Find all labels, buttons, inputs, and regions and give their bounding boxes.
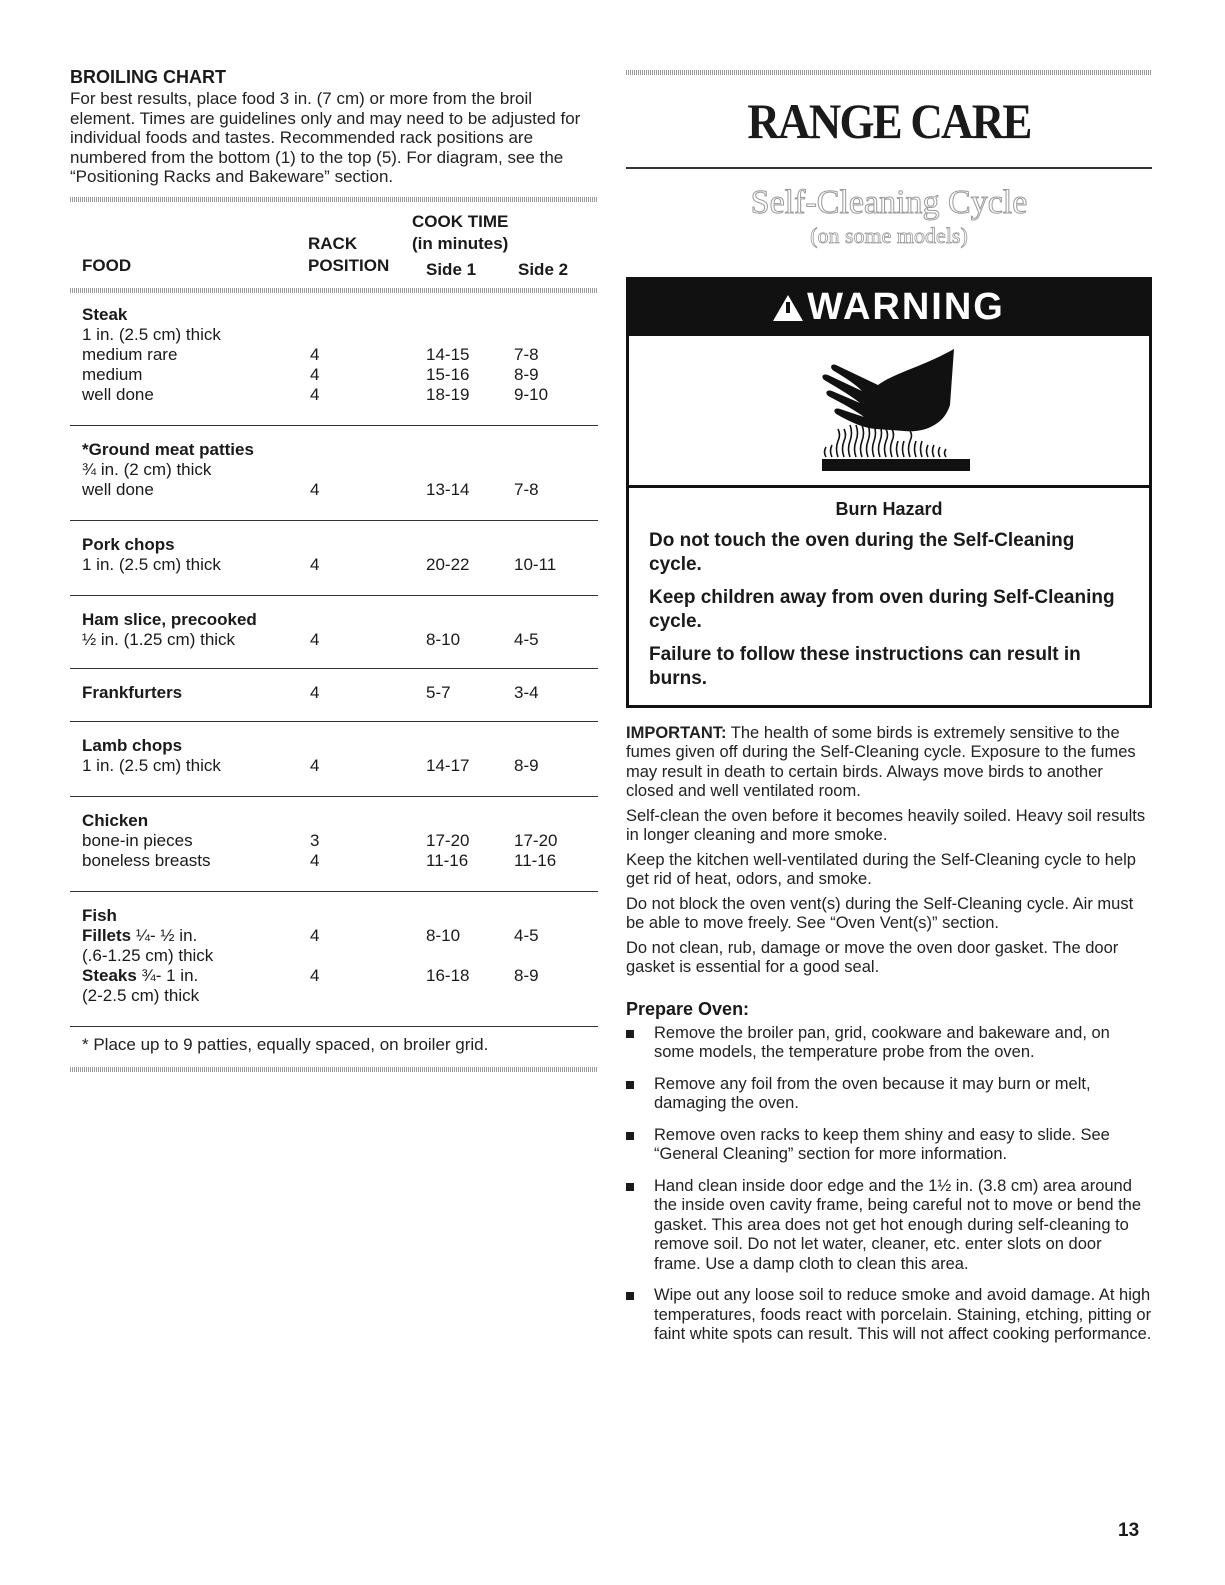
food-cell: 1 in. (2.5 cm) thick [82, 755, 221, 775]
food-cell [82, 966, 198, 986]
side-2-cell: 10-11 [514, 554, 557, 574]
warning-line: Keep children away from oven during Self-Cleaning cycle. [649, 586, 1115, 632]
food-cell [82, 926, 197, 946]
rack-position-cell: 3 [310, 830, 320, 850]
table-row-group [70, 293, 598, 426]
rack-position-cell: 4 [310, 850, 320, 870]
list-item-text: Remove any foil from the oven because it may burn or melt, damaging the oven. [654, 1074, 1091, 1112]
bullet-square-icon [626, 1183, 634, 1191]
table-row-group [70, 722, 598, 797]
food-cell-rest: ¾- 1 in. [136, 965, 199, 985]
section-rule [626, 167, 1152, 169]
side-1-cell: 15-16 [426, 364, 470, 384]
self-cleaning-title: Self-Cleaning Cycle [750, 183, 1028, 221]
food-cell-lead: Fillets [82, 925, 132, 945]
list-item [626, 1024, 1152, 1063]
range-care-section [626, 70, 1152, 1345]
broiling-chart-intro: For best results, place food 3 in. (7 cm) or more from the broil element. Times are guidelines only and may need to be adjusted for individual foods and tastes. Recommended rack positions are numbered from the bottom (1) to the top (5). For diagram, see the “Positioning Racks and Bakeware” section. [70, 89, 581, 186]
food-cell: ½ in. (1.25 cm) thick [82, 629, 236, 649]
list-item [626, 1286, 1152, 1345]
important-label: IMPORTANT: [626, 723, 727, 742]
table-row [70, 926, 598, 946]
rack-position-cell: 4 [310, 925, 320, 945]
side-2-cell: 7-8 [514, 344, 539, 364]
food-cell: (2-2.5 cm) thick [82, 985, 200, 1005]
table-row [70, 480, 598, 500]
bullet-square-icon [626, 1030, 634, 1038]
list-item-text: Hand clean inside door edge and the 1½ in. (3.8 cm) area around the inside oven cavity frame, being careful not to move or bend the gasket. This area does not get hot enough during self-cleaning to remove soil. Do not let water, cleaner, etc. enter slots on door frame. Use a damp cloth to clean this area. [654, 1176, 1142, 1273]
list-item-text: Remove oven racks to keep them shiny and easy to slide. See “General Cleaning” section for more information. [654, 1125, 1110, 1163]
table-row [70, 683, 598, 703]
table-row-group [70, 426, 598, 521]
food-cell-lead: Steaks [82, 965, 137, 985]
table-row [70, 851, 598, 871]
range-care-title: RANGE CARE [747, 93, 1031, 149]
bullet-square-icon [626, 1081, 634, 1089]
table-row [70, 345, 598, 365]
side-1-cell: 16-18 [426, 965, 470, 985]
burn-hazard-icon [629, 336, 1149, 488]
warning-triangle-icon [773, 295, 803, 321]
hatched-divider [626, 70, 1152, 75]
burn-hazard-label: Burn Hazard [835, 498, 943, 519]
warning-label: WARNING [807, 286, 1005, 328]
page-number: 13 [1118, 1520, 1140, 1541]
warning-box [626, 277, 1152, 708]
care-paragraph: Do not block the oven vent(s) during the Self-Cleaning cycle. Air must be able to move freely. See “Oven Vent(s)” section. [626, 894, 1134, 932]
broiling-footnote: * Place up to 9 patties, equally spaced, on broiler grid. [82, 1034, 489, 1054]
side-2-cell: 17-20 [514, 830, 558, 850]
broiling-table-body [70, 293, 598, 1027]
table-row [70, 906, 598, 926]
table-row [70, 365, 598, 385]
table-row [70, 440, 598, 460]
side-1-cell: 14-17 [426, 755, 470, 775]
care-paragraph: Keep the kitchen well-ventilated during the Self-Cleaning cycle to help get rid of heat, odors, and smoke. [626, 850, 1136, 888]
rack-position-cell: 4 [310, 682, 320, 702]
warning-body [629, 488, 1149, 705]
list-item-text: Remove the broiler pan, grid, cookware and bakeware and, on some models, the temperature probe from the oven. [654, 1023, 1110, 1061]
table-row [70, 630, 598, 650]
rack-position-cell: 4 [310, 344, 320, 364]
prepare-oven-list [626, 1024, 1152, 1345]
side-2-cell: 4-5 [514, 925, 539, 945]
food-cell: Fish [82, 905, 117, 925]
care-paragraph: Self-clean the oven before it becomes heavily soiled. Heavy soil results in longer cleaning and more smoke. [626, 806, 1146, 844]
table-row [70, 756, 598, 776]
prepare-oven-title: Prepare Oven: [626, 998, 750, 1019]
table-row [70, 610, 598, 630]
table-row [70, 460, 598, 480]
food-cell: Frankfurters [82, 682, 183, 702]
header-side-2: Side 2 [518, 259, 569, 279]
table-row [70, 811, 598, 831]
broiling-chart-section [70, 66, 598, 1072]
table-row [70, 736, 598, 756]
table-row [70, 986, 598, 1006]
side-1-cell: 5-7 [426, 682, 451, 702]
side-2-cell: 11-16 [514, 850, 557, 870]
side-1-cell: 8-10 [426, 925, 461, 945]
food-cell: Ham slice, precooked [82, 609, 257, 629]
rack-position-cell: 4 [310, 364, 320, 384]
table-row [70, 385, 598, 405]
header-in-minutes: (in minutes) [412, 233, 509, 253]
header-position: POSITION [308, 255, 390, 275]
table-row-group [70, 892, 598, 1027]
list-item [626, 1177, 1152, 1275]
bullet-square-icon [626, 1292, 634, 1300]
food-cell: Pork chops [82, 534, 175, 554]
table-row [70, 946, 598, 966]
rack-position-cell: 4 [310, 755, 320, 775]
side-2-cell: 8-9 [514, 965, 539, 985]
table-row [70, 535, 598, 555]
food-cell: ¾ in. (2 cm) thick [82, 459, 212, 479]
food-cell: 1 in. (2.5 cm) thick [82, 554, 221, 574]
broiling-table-header [70, 202, 598, 288]
self-cleaning-subtitle: (on some models) [810, 222, 968, 248]
food-cell: well done [82, 479, 154, 499]
header-rack: RACK [308, 233, 358, 253]
food-cell: *Ground meat patties [82, 439, 254, 459]
food-cell: boneless breasts [82, 850, 211, 870]
rack-position-cell: 4 [310, 965, 320, 985]
side-2-cell: 3-4 [514, 682, 539, 702]
header-food: FOOD [82, 255, 132, 275]
list-item [626, 1075, 1152, 1114]
broiling-chart-title: BROILING CHART [70, 67, 226, 87]
food-cell-rest: ¼- ½ in. [131, 925, 198, 945]
side-1-cell: 8-10 [426, 629, 461, 649]
side-2-cell: 8-9 [514, 755, 539, 775]
bullet-square-icon [626, 1132, 634, 1140]
header-cook-time: COOK TIME [412, 211, 509, 231]
side-2-cell: 9-10 [514, 384, 549, 404]
side-1-cell: 17-20 [426, 830, 470, 850]
table-row [70, 305, 598, 325]
care-paragraph: Do not clean, rub, damage or move the oven door gasket. The door gasket is essential for a good seal. [626, 938, 1119, 976]
side-2-cell: 7-8 [514, 479, 539, 499]
header-side-1: Side 1 [426, 259, 477, 279]
rack-position-cell: 4 [310, 629, 320, 649]
table-row-group [70, 669, 598, 722]
rack-position-cell: 4 [310, 554, 320, 574]
side-1-cell: 14-15 [426, 344, 470, 364]
rack-position-cell: 4 [310, 384, 320, 404]
table-row-group [70, 521, 598, 596]
warning-line: Failure to follow these instructions can result in burns. [649, 643, 1081, 689]
food-cell: (.6-1.25 cm) thick [82, 945, 214, 965]
food-cell: medium [82, 364, 143, 384]
side-1-cell: 18-19 [426, 384, 470, 404]
side-1-cell: 13-14 [426, 479, 470, 499]
important-paragraph [626, 724, 1152, 802]
food-cell: bone-in pieces [82, 830, 193, 850]
table-row [70, 555, 598, 575]
food-cell: Steak [82, 304, 128, 324]
table-row-group [70, 596, 598, 669]
table-row [70, 325, 598, 345]
food-cell: Lamb chops [82, 735, 183, 755]
rack-position-cell: 4 [310, 479, 320, 499]
side-2-cell: 4-5 [514, 629, 539, 649]
list-item-text: Wipe out any loose soil to reduce smoke and avoid damage. At high temperatures, foods react with porcelain. Staining, etching, pitting or faint white spots can result. This will not affect cooking performance. [654, 1286, 1152, 1343]
food-cell: 1 in. (2.5 cm) thick [82, 324, 221, 344]
hatched-divider [70, 1067, 598, 1072]
side-1-cell: 11-16 [426, 850, 469, 870]
food-cell: medium rare [82, 344, 178, 364]
table-row [70, 831, 598, 851]
side-1-cell: 20-22 [426, 554, 470, 574]
warning-header [629, 280, 1149, 336]
food-cell: Chicken [82, 810, 149, 830]
warning-line: Do not touch the oven during the Self-Cleaning cycle. [649, 529, 1075, 575]
food-cell: well done [82, 384, 154, 404]
side-2-cell: 8-9 [514, 364, 539, 384]
table-row-group [70, 797, 598, 892]
table-row [70, 966, 598, 986]
list-item [626, 1126, 1152, 1165]
important-text: The health of some birds is extremely sensitive to the fumes given off during the Self-Cleaning cycle. Exposure to the fumes may result in death to certain birds. Always move birds to another closed and well ventilated room. [626, 723, 1136, 800]
